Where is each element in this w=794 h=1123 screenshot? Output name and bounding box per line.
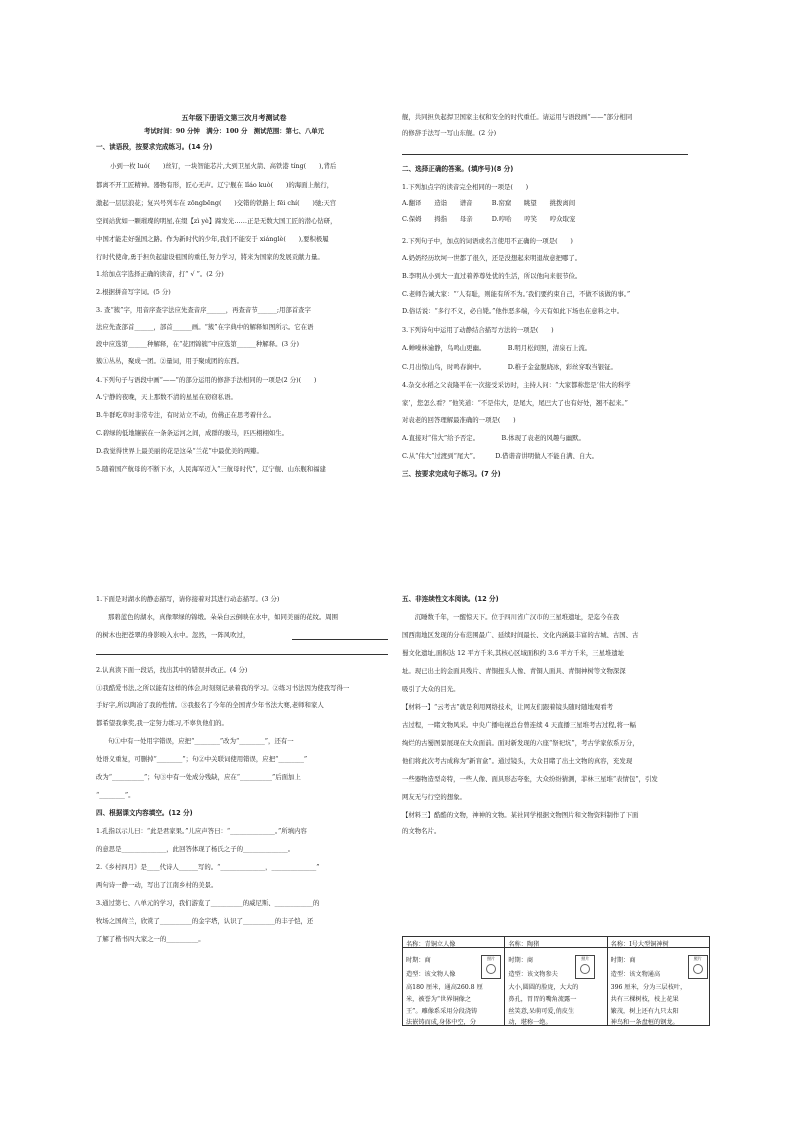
card-line: 繁茂，树上还有九只太阳 (610, 1008, 679, 1015)
section-5-heading: 五、非连续性文本阅读。(12 分) (402, 595, 499, 603)
artifact-card (608, 937, 709, 1025)
card-line: 神鸟和一条盘桓的钢龙。 (610, 1019, 679, 1026)
material-1: 【材料一】“云考古”就是利用网络技术，让网友们跟着镜头随时随地观看考 (402, 703, 614, 711)
passage-line: 激起一层层浪花；复兴号列车在 zōngbēng( )交错的铁路上 fēi chí( )驰;天宫 (96, 199, 337, 207)
options-cd: C.保姆 拇指 母亲 D.哼哈 哼笑 哼众取宠 (402, 215, 576, 223)
question-2: 2.认真读下面一段话，找出其中的错误并改正。(4 分) (96, 666, 248, 674)
options-ab: A.蝉噪林逾静，鸟鸣山更幽。 B.明月松间照，清泉石上流。 (402, 344, 592, 352)
passage-line: 一些器物造型奇特，一些人像、面具形态夸张，大众纷纷猜测，菲林三星堆“表情包”，引发 (402, 775, 658, 783)
passage-line: 行时代使命,勇于担负起建设祖国的重任,努力学习，將来为国家的发展贡献力量。 (96, 253, 324, 261)
photo-placeholder: 照片 (688, 955, 708, 979)
question-2: 2.根据拼音写字词。(5 分) (96, 288, 171, 296)
question-1: 1.下面是对湖水的静态描写，请你接着对其进行动态描写。(3 分) (96, 595, 280, 603)
fill-line: 2.《乡村四月》是____代诗人______写的。“______________，______________” (96, 863, 320, 871)
card-line: 造型：该文物人像 (406, 971, 456, 978)
fill-line: 的意思是______________，此回答体现了杨氏之子的______________。 (96, 845, 295, 853)
card-line: 王”。雕像系采用分段浇铸 (406, 1008, 478, 1015)
passage-line: 小到一枚 luó( )丝钉，一块智能芯片,大到卫星火箭、高铁港 tíng( ),背后 (110, 162, 337, 170)
fill-line: 改为“__________”；句③中有一处成分残缺，应在“__________”后面加上 (96, 773, 301, 781)
question-3: 3.下列诗句中运用了动静结合描写方法的一项是( ) (402, 326, 554, 334)
card-line: 丝笑意,呆萌可爱,俏皮生 (508, 1008, 575, 1015)
answer-line (292, 639, 388, 640)
passage-line: 绚烂的古蜀图景展现在大众面前。面对新发现的六座“祭祀坑”，考古学家依系万分， (402, 739, 639, 747)
passage-line: 吸引了大众的目光。 (402, 685, 460, 693)
exam-meta: 考试时间：90 分钟 满分：100 分 测试范围：第七、八单元 (143, 127, 325, 135)
passage-line: 都离不开工匠精神。器物有形，匠心无声。辽宁舰在 lǐáo kuò( )的海面上航行， (96, 181, 334, 189)
card-era: 时期：商 (610, 957, 636, 964)
question-1: 1.下列加点字的读音完全相同的一项是( ) (402, 183, 529, 191)
options-cd: C.月出惊山鸟，时鸣春涧中。 D.稚子金盆脱晓冰，彩丝穿取当银钲。 (402, 363, 617, 371)
section-2-heading: 二、选择正确的答案。(填序号)(8 分) (402, 165, 514, 173)
passage-line: 空间站犹如一颗璀璨的明星,在缀【zì yè】蹄发光……正是无数大国工匠的潜心钻研， (96, 217, 337, 225)
question-4: 4.下列句子与语段中画“——”的部分运用的修辞手法相同的一项是(2 分)( ) (96, 376, 317, 384)
passage-line: 蜀文化遗址,面积达 12 平方千米,其核心区域面积约 3.6 平方千米，三星堆遗址 (402, 649, 625, 657)
section-4-heading: 四、根据课文内容填空。(12 分) (96, 809, 193, 817)
question-3: 3. 查“簇”字，用音序查字法应先查音序______，再查音节______;用部首查字 (96, 306, 311, 314)
option-a: A.奶奶经历坎坷一世都了很久，还是没想起来明退故意把哪了。 (402, 254, 582, 262)
option-c: C.碧绿的低地镶嵌在一条条运河之间，成群的骏马，匹匹栩栩如生。 (96, 429, 289, 437)
question-4-line: 家’，您怎么看？”他笑道：“不是伟大，是尾大，尾巴大了也有好处，翘不起来。” (402, 399, 628, 407)
card-line: 造型：该文物参夫 (508, 971, 558, 978)
question-1: 1.给加点字选择正确的读音，打“ √ ”。(2 分) (96, 270, 224, 278)
option-c: C.老师告诫大家：“‘人有耻，则能有所不为。’我们要约束自己，不做不该做的事。” (402, 290, 631, 298)
passage-line: ①我酷爱书法,之所以能有这样的体会,时刻刻记录着我的学习。②练习书法因为使我写得一 (96, 684, 350, 692)
fill-line: 处语义重复，可删掉“________”；句②中关联词使用错误，应把“________” (96, 755, 308, 763)
passage-line: 手好字,所以陶冶了我的性情。③我报名了今年的全国青少年书法大赛,老师和家人 (96, 701, 324, 709)
options-ab: A.直接对“伟大”给予否定。 B.体现了袁老的风趣与幽默。 (402, 434, 585, 442)
option-b: B.牛群吃草时非常专注，有时站立不动，仿佛正在思考着什么。 (96, 411, 276, 419)
option-a: A.宁静的夜晚，天上那数不清的星星在窃窃私语。 (96, 393, 237, 401)
passage-line: 那碧蓝色的湖水，真像翠绿的锦缎。朵朵白云倒映在水中，如同美丽的花纹。周围 (108, 613, 339, 621)
fill-line: 1.孔指以示儿曰：“此是君家果。”儿应声答曰：“______________。”所填内容 (96, 827, 307, 835)
option-d: D.俗话说：“多行不义，必自毙。”他作恶多端，今天有如此下场也在意料之中。 (402, 307, 624, 315)
fill-line: 了解了楷书四大家之一的__________。 (96, 935, 205, 943)
continued-line: 舰，共同担负起捍卫国家主权和安全的时代重任。请运用与语段画“——”部分相同 (402, 113, 633, 121)
answer-line (96, 654, 388, 655)
card-era: 时期：商 (406, 957, 431, 964)
section-3-heading: 三、按要求完成句子练习。(7 分) (402, 470, 501, 478)
card-name: 名称：陶猪 (508, 941, 540, 948)
passage-line: 国西南地区发现的分布范围最广、延续时间最长、文化内涵最丰富的古城、古国、古 (402, 631, 639, 639)
option-d: D.我觉得世界上最美丽的花是这朵“兰花”中最优美的两瓣。 (96, 447, 263, 455)
card-name: 名称：Ⅰ号大型铜神树 (610, 941, 669, 948)
answer-line (402, 154, 688, 155)
fill-line: 两句诗一静一动，写出了江南乡村的美景。 (96, 881, 218, 889)
question-5: 5.随着国产航母的不断下水，人民海军迈入“三航母时代”，辽宁舰、山东舰和福建 (96, 465, 326, 473)
fill-line: 牧场之国荷兰，欣赏了__________的金字塔，认识了__________的丰子恺，还 (96, 917, 314, 925)
artifact-card (505, 937, 607, 1025)
artifact-card (403, 937, 505, 1025)
question-3-line: 段中应选第______种解释，在“花团锦簇”中应选第______种解释。(3 分) (96, 340, 299, 348)
fill-line: 句①中有一处用字错误，应把“________”改为“________”，还有一 (108, 737, 294, 745)
artifact-cards-table (402, 936, 710, 1026)
passage-line: 的树木也把苍翠的身影映入水中。忽然，一阵风吹过， (96, 631, 250, 639)
card-line: 高180 厘米，通高260.8 厘 (406, 984, 483, 991)
passage-line: 都希望我拿奖,我一定努力练习,不辜负他们的。 (96, 719, 228, 727)
question-2: 2.下列句子中，加点的词语或名言使用不正确的一项是( ) (402, 237, 573, 245)
fill-line: “________”。 (96, 791, 135, 799)
card-name: 名称：青铜立人像 (406, 941, 456, 948)
fill-line: 3.通过第七、八单元的学习，我们游览了__________的威尼斯、____________的 (96, 899, 320, 907)
card-line: 法嵌铸而成,身体中空，分 (406, 1019, 477, 1026)
continued-line: 的修辞手法写一写山东舰。(2 分) (402, 129, 497, 137)
card-line: 鼻孔，胃胃的嘴角流露一 (508, 996, 577, 1003)
passage-line: 址。现已出土的金面具残片、青铜扭头人像、青铜人面具、青铜神树等文物深深 (402, 667, 626, 675)
passage-line: 他们将此次考古成称为“新盲盒”。通过镜头，大众目睹了出土文物的真容，充发现 (402, 757, 633, 765)
material-3: 【材料三】酷酷的文物，神神的文物。某社同学根据文物图片和文物资料制作了下面 (402, 811, 639, 819)
dictionary-note: 簇①丛丛，聚成一团。②量词，用于聚成团的东西。 (96, 357, 243, 365)
options-ab: A.翻译 造诣 谱音 B.窑窟 眺望 挑拨离间 (402, 199, 576, 207)
photo-placeholder: 照片 (575, 955, 595, 979)
section-1-heading: 一、读语段，按要求完成练习。(14 分) (96, 143, 213, 151)
exam-title: 五年级下册语文第三次月考测试卷 (181, 113, 287, 122)
question-4: 4.杂交水稻之父袁隆平在一次接受采访时，主持人问：“大家都称您是‘伟大的科学 (402, 381, 631, 389)
options-cd: C.从“伟大”过渡到“尾大”。 D.借谐音讲明做人不能自满、自大。 (402, 452, 599, 460)
question-3-line: 法应先查部首______，部首______画。“簇”在字典中的解释如图所示。它在语 (96, 323, 314, 331)
card-line: 造型：该文物通高 (610, 971, 661, 978)
option-b: B.李明从小到大一直过着养尊处优的生活，所以他向来很节俭。 (402, 272, 582, 280)
passage-line: 沉睡数千年，一醒惊天下。位于四川省广汉市的三星堆遗址，是迄今在我 (402, 613, 620, 621)
card-line: 动，堪称一绝。 (508, 1019, 552, 1026)
card-line: 米，被誉为“世界铜像之 (406, 996, 472, 1003)
passage-line: 中国才能走好强国之路。作为新时代的少年,我们不能安于 xiánglè( ),要积极履 (96, 235, 329, 243)
passage-line: 古过程，一睹文物风采。中央广播电视总台曾连续 4 天直播三星堆考古过程,将一幅 (402, 721, 636, 729)
card-line: 共有三棵树枝，枝上花果 (610, 996, 679, 1003)
question-4-line: 对袁老的回答理解最准确的一项是( ) (402, 416, 516, 424)
card-line: 396 厘米，分为三层枝叶， (610, 984, 687, 991)
photo-placeholder: 照片 (481, 955, 501, 979)
passage-line: 的文物名片。 (402, 827, 441, 835)
card-line: 大小,圆圆的脸庞，大大的 (508, 984, 579, 991)
card-era: 时期：商 (508, 957, 534, 964)
passage-line: 网友无与行空的想象。 (402, 793, 466, 801)
